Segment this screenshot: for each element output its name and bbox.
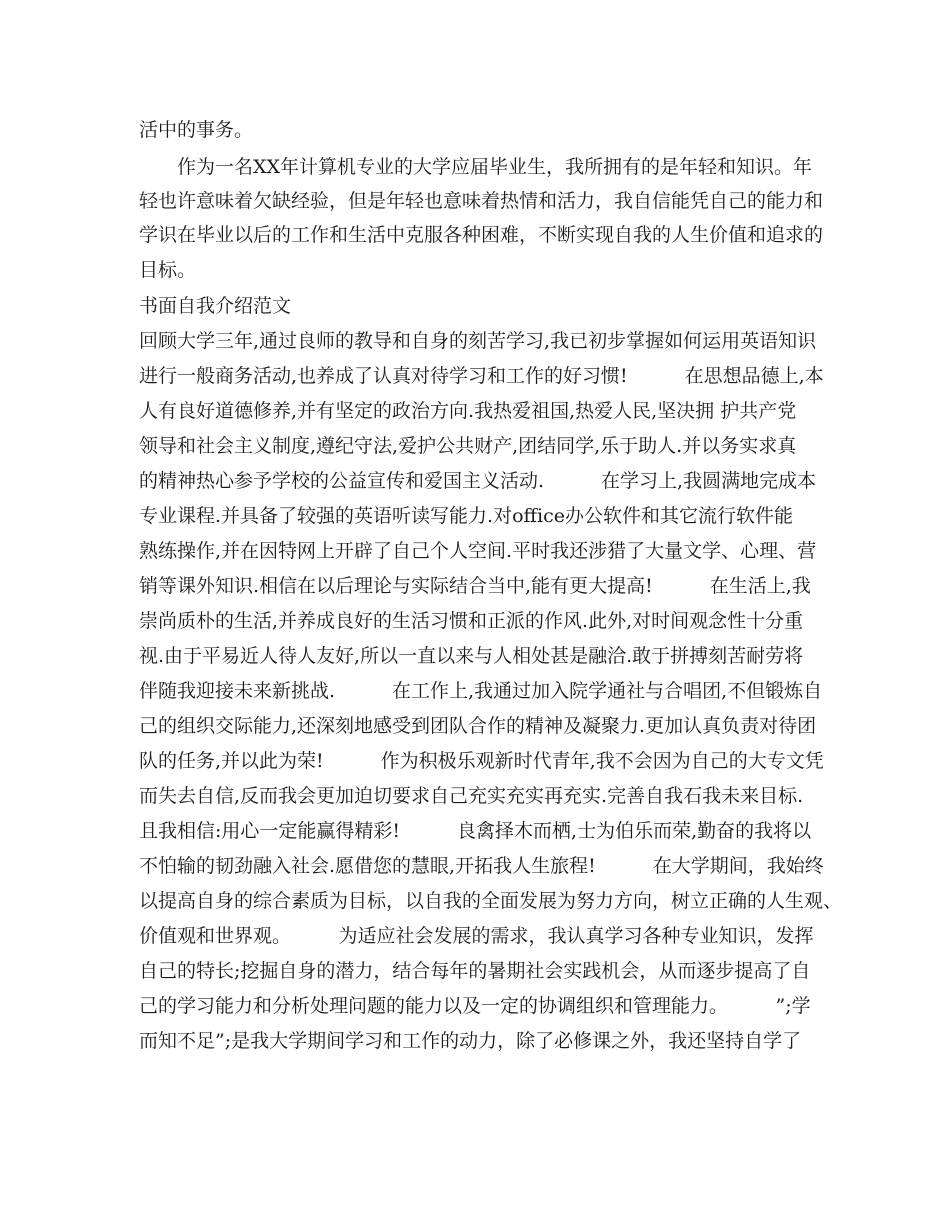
- text-line: 熟练操作,并在因特网上开辟了自己个人空间.平时我还涉猎了大量文学、心理、营: [139, 540, 817, 562]
- text-line: 己的组织交际能力,还深刻地感受到团队合作的精神及凝聚力.更加认真负责对待团: [139, 715, 817, 737]
- text-line: 价值观和世界观。 为适应社会发展的需求，我认真学习各种专业知识，发挥: [139, 925, 814, 947]
- text-line: 活中的事务。: [139, 119, 254, 141]
- text-line: 队的任务,并以此为荣! 作为积极乐观新时代青年,我不会因为自己的大专文凭: [139, 750, 824, 772]
- text-line: 且我相信:用心一定能赢得精彩! 良禽择木而栖,士为伯乐而荣,勤奋的我将以: [139, 820, 812, 842]
- text-line: 领导和社会主义制度,遵纪守法,爱护公共财产,团结同学,乐于助人.并以务实求真: [139, 435, 797, 457]
- text-line: 不怕输的韧劲融入社会.愿借您的慧眼,开拓我人生旅程! 在大学期间，我始终: [139, 855, 824, 877]
- text-line: 人有良好道德修养,并有坚定的政治方向.我热爱祖国,热爱人民,坚决拥 护共产党: [139, 400, 797, 422]
- text-line: 视.由于平易近人待人友好,所以一直以来与人相处甚是融洽.敢于拼搏刻苦耐劳将: [139, 645, 804, 667]
- text-line: 自己的特长;挖掘自身的潜力，结合每年的暑期社会实践机会，从而逐步提高了自: [139, 960, 811, 982]
- text-line: 崇尚质朴的生活,并养成良好的生活习惯和正派的作风.此外,对时间观念性十分重: [139, 610, 804, 632]
- text-line: 伴随我迎接未来新挑战. 在工作上,我通过加入院学通社与合唱团,不但锻炼自: [139, 680, 823, 702]
- text-line: 己的学习能力和分析处理问题的能力以及一定的协调组织和管理能力。 ”;学: [139, 995, 811, 1017]
- text-line: 进行一般商务活动,也养成了认真对待学习和工作的好习惯! 在思想品德上,本: [139, 365, 824, 387]
- text-line: 而知不足”;是我大学期间学习和工作的动力，除了必修课之外，我还坚持自学了: [139, 1030, 802, 1052]
- text-line: 以提高自身的综合素质为目标，以自我的全面发展为努力方向，树立正确的人生观、: [139, 890, 843, 912]
- text-line: 目标。: [139, 259, 197, 281]
- text-line: 作为一名XX年计算机专业的大学应届毕业生，我所拥有的是年轻和知识。年: [139, 156, 813, 178]
- section-heading: 书面自我介绍范文: [139, 295, 292, 317]
- text-line: 回顾大学三年,通过良师的教导和自身的刻苦学习,我已初步掌握如何运用英语知识: [139, 330, 817, 352]
- text-line: 而失去自信,反而我会更加迫切要求自己充实充实再充实.完善自我石我未来目标.: [139, 785, 804, 807]
- text-line: 专业课程.并具备了较强的英语听读写能力.对office办公软件和其它流行软件能: [139, 505, 793, 527]
- text-line: 学识在毕业以后的工作和生活中克服各种困难，不断实现自我的人生价值和追求的: [139, 224, 824, 246]
- text-line: 的精神热心参予学校的公益宣传和爱国主义活动. 在学习上,我圆满地完成本: [139, 470, 817, 492]
- text-line: 销等课外知识.相信在以后理论与实际结合当中,能有更大提高! 在生活上,我: [139, 575, 811, 597]
- text-line: 轻也许意味着欠缺经验，但是年轻也意味着热情和活力，我自信能凭自己的能力和: [139, 190, 824, 212]
